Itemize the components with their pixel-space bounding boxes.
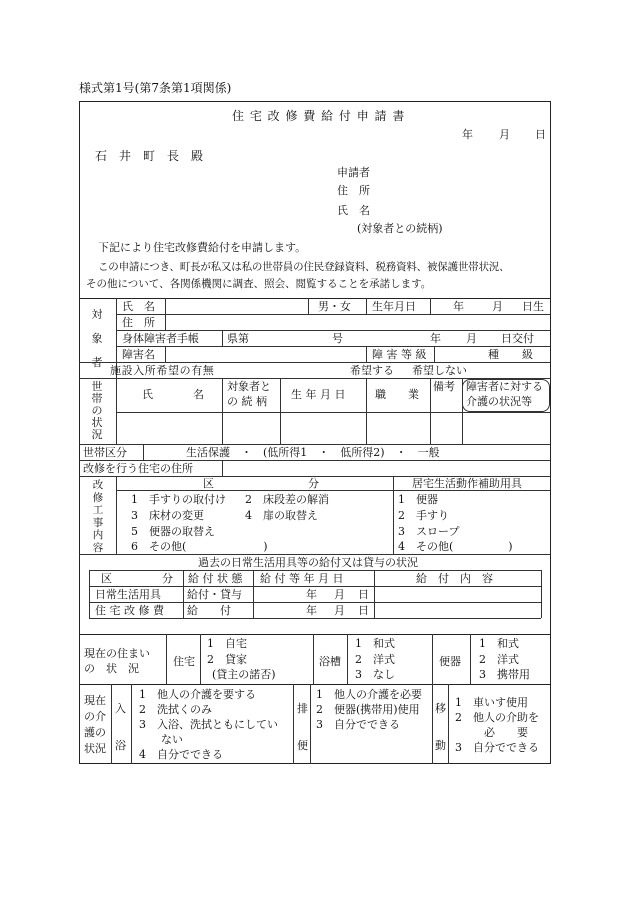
- aid-item: 1 便器: [398, 493, 438, 506]
- label-char: 対: [91, 308, 103, 321]
- divider: [308, 298, 309, 314]
- divider: [89, 618, 541, 619]
- renovation-group-label: [91, 479, 105, 554]
- house-option: 1 自宅: [207, 637, 247, 650]
- divider: [116, 412, 551, 413]
- excretion-label-2: 便: [297, 739, 308, 752]
- gender-label: 男・女: [318, 300, 351, 313]
- page-title: 住 宅 改 修 費 給 付 申 請 書: [232, 109, 406, 123]
- divider: [310, 684, 311, 764]
- divider: [79, 684, 551, 685]
- divider: [280, 378, 281, 444]
- bathing-option: ない: [139, 733, 183, 746]
- divider: [89, 570, 90, 618]
- bathing-option: 3 入浴、洗拭ともにしてい: [139, 718, 278, 731]
- bathtub-label: 浴槽: [319, 655, 341, 668]
- divider: [111, 684, 112, 764]
- residence-label-2: の 状 況: [84, 662, 139, 675]
- label-char: 況: [91, 428, 103, 441]
- divider: [393, 476, 394, 554]
- divider: [116, 490, 551, 491]
- bathing-option: 2 洗拭くのみ: [139, 703, 212, 716]
- past-date-year: 年: [306, 588, 317, 601]
- past-col-date: 給 付 等 年 月 日: [260, 572, 344, 585]
- col-relation-1: 対象者と: [227, 380, 271, 393]
- statement-apply: 下記により住宅改修費給付を申請します。: [98, 241, 307, 254]
- birthdate-label: 生年月日: [372, 300, 416, 313]
- applicant-name-label: 氏 名: [337, 204, 370, 217]
- renovation-item: 2 床段差の解消: [245, 493, 329, 506]
- renovation-item: 6 その他( ): [131, 540, 268, 553]
- category-options: 生活保護 ・ (低所得1 ・ 低所得2) ・ 一般: [186, 446, 440, 459]
- label-char: 事: [92, 516, 104, 529]
- label-char: 象: [91, 332, 103, 345]
- excretion-option: 2 便器(携帯用)使用: [316, 703, 420, 716]
- divider: [374, 570, 375, 618]
- col-name-2: 名: [193, 388, 204, 401]
- divider: [366, 378, 367, 444]
- applicant-address-label: 住 所: [337, 184, 370, 197]
- col-relation-2: の 続 柄: [227, 395, 267, 408]
- divider: [79, 362, 551, 363]
- divider: [89, 586, 541, 587]
- facility-yes-option: 希望する: [350, 364, 394, 377]
- divider: [79, 634, 551, 635]
- col-name-1: 氏: [142, 388, 153, 401]
- label-char: 容: [92, 541, 104, 554]
- divider: [432, 684, 433, 764]
- house-option: 2 貸家: [207, 653, 247, 666]
- label-char: 帯: [91, 392, 103, 405]
- col-note: 備考: [433, 380, 455, 393]
- bathtub-option: 2 洋式: [355, 653, 395, 666]
- divider: [222, 378, 223, 444]
- bathing-label-2: 浴: [115, 739, 126, 752]
- col-birth: 生 年 月 日: [291, 388, 346, 401]
- statement-consent-2: その他について、各関係機関に調査、照会、閲覧することを承諾します。: [86, 278, 432, 290]
- past-row-label: 日常生活用具: [95, 588, 161, 601]
- grade-type-suffix: 種: [488, 348, 499, 361]
- past-header: 過去の日常生活用具等の給付又は貸与の状況: [198, 556, 418, 569]
- date-year-label: 年: [462, 128, 473, 141]
- renovation-col-aid: 居宅生活動作補助用具: [412, 477, 522, 490]
- disability-grade-label: 障 害 等 級: [372, 348, 427, 361]
- label-part: 護の: [84, 726, 106, 739]
- renovation-item: 1 手すりの取付け: [131, 493, 226, 506]
- residence-label-1: 現在の住まい: [84, 647, 150, 660]
- past-row-status: 給 付: [187, 604, 231, 617]
- issue-month-label: 月: [466, 332, 477, 345]
- subject-name-label: 氏 名: [122, 300, 155, 313]
- bathtub-option: 1 和式: [355, 637, 395, 650]
- disability-name-label: 障害名: [122, 348, 155, 361]
- mobility-option: 2 他人の介助を: [455, 711, 539, 724]
- facility-no-option: 希望しない: [412, 364, 467, 377]
- divider: [116, 330, 551, 331]
- statement-consent-1: この申請につき、町長が私又は私の世帯員の住民登録資料、税務資料、被保護世帯状況、: [98, 261, 510, 273]
- toilet-option: 1 和式: [479, 637, 519, 650]
- divider: [253, 570, 254, 618]
- col-job: 職 業: [375, 388, 419, 401]
- divider: [366, 298, 367, 314]
- col-care-1: 障害者に対する: [466, 380, 543, 393]
- divider: [116, 346, 551, 347]
- aid-item: 3 スロープ: [398, 525, 460, 538]
- toilet-option: 3 携帯用: [479, 668, 530, 681]
- label-char: 世: [91, 380, 103, 393]
- grade-level-suffix: 級: [522, 348, 533, 361]
- divider: [165, 314, 166, 330]
- label-char: 改: [92, 479, 104, 491]
- divider: [222, 460, 223, 476]
- household-group-label: [90, 381, 104, 441]
- past-col-status: 給 付 状 態: [188, 572, 243, 585]
- renovation-item: 3 床材の変更: [131, 509, 204, 522]
- house-option: (貸主の諾否): [212, 668, 276, 681]
- divider: [131, 684, 132, 764]
- applicant-relation-label: (対象者との続柄): [357, 222, 443, 235]
- form-id: 様式第1号(第7条第1項関係): [79, 81, 232, 95]
- divider: [143, 444, 144, 460]
- mobility-option: 必 要: [484, 726, 528, 739]
- past-row-label: 住 宅 改 修 費: [95, 604, 164, 617]
- issue-day-label: 日交付: [501, 332, 534, 345]
- divider: [166, 634, 167, 684]
- label-char: 者: [91, 356, 103, 369]
- mobility-label-1: 移: [435, 702, 446, 715]
- past-date-day: 日: [358, 588, 369, 601]
- prefecture-label: 県第: [227, 332, 249, 345]
- divider: [79, 554, 551, 555]
- divider: [79, 460, 551, 461]
- divider: [470, 634, 471, 684]
- issue-year-label: 年: [430, 332, 441, 345]
- excretion-option: 3 自分でできる: [316, 718, 400, 731]
- aid-item: 2 手すり: [398, 509, 449, 522]
- mobility-label-2: 動: [435, 739, 446, 752]
- divider: [347, 634, 348, 684]
- divider: [222, 330, 223, 346]
- house-type-label: 住宅: [173, 655, 195, 668]
- divider: [366, 346, 367, 362]
- divider: [89, 570, 541, 571]
- date-month-label: 月: [499, 128, 510, 141]
- divider: [430, 378, 431, 444]
- renovation-item: 4 扉の取替え: [245, 509, 318, 522]
- applicant-label: 申請者: [337, 166, 370, 179]
- divider: [79, 298, 551, 299]
- house-address-label: 改修を行う住宅の住所: [83, 462, 193, 475]
- renovation-col-category-2: 分: [308, 477, 319, 490]
- bathing-label-1: 入: [115, 702, 126, 715]
- divider: [434, 346, 435, 362]
- divider: [448, 684, 449, 764]
- bathtub-option: 3 なし: [355, 668, 395, 681]
- mobility-option: 1 車いす使用: [455, 696, 528, 709]
- aid-item: 4 その他( ): [398, 540, 513, 553]
- col-care-2: 介護の状況等: [466, 395, 532, 408]
- divider: [293, 684, 294, 764]
- divider: [183, 570, 184, 618]
- label-part: 現在: [84, 694, 106, 707]
- label-char: 状: [91, 416, 103, 429]
- toilet-label: 便器: [439, 655, 461, 668]
- category-label: 世帯区分: [83, 446, 127, 459]
- past-col-category-2: 分: [162, 572, 173, 585]
- divider: [541, 570, 542, 618]
- date-day-label: 日: [535, 128, 546, 141]
- divider: [79, 444, 551, 445]
- past-col-category-1: 区: [101, 572, 112, 585]
- subject-address-label: 住 所: [122, 316, 155, 329]
- label-char: 内: [92, 529, 104, 541]
- divider: [116, 314, 551, 315]
- birth-year-label: 年: [453, 300, 464, 313]
- divider: [89, 602, 541, 603]
- past-col-content: 給 付 内 容: [416, 572, 493, 585]
- label-part: の介: [84, 710, 106, 723]
- bathing-option: 1 他人の介護を要する: [139, 688, 256, 701]
- care-label: [84, 693, 110, 757]
- divider: [165, 298, 166, 314]
- excretion-option: 1 他人の介護を必要: [316, 688, 422, 701]
- past-date-day: 日: [358, 604, 369, 617]
- addressee: 石 井 町 長 殿: [95, 149, 204, 163]
- toilet-option: 2 洋式: [479, 653, 519, 666]
- divider: [432, 634, 433, 684]
- birth-month-label: 月: [492, 300, 503, 313]
- divider: [116, 476, 117, 554]
- subject-group-label: [90, 303, 104, 375]
- divider: [116, 378, 117, 444]
- handbook-label: 身体障害者手帳: [122, 332, 199, 345]
- mobility-option: 3 自分でできる: [455, 741, 539, 754]
- birth-day-label: 日生: [522, 300, 544, 313]
- label-char: 修: [92, 491, 104, 504]
- past-date-year: 年: [306, 604, 317, 617]
- label-part: 状況: [84, 742, 106, 755]
- divider: [165, 346, 166, 362]
- past-row-status: 給付・貸与: [187, 588, 242, 601]
- past-date-month: 月: [334, 588, 345, 601]
- renovation-item: 5 便器の取替え: [131, 525, 215, 538]
- divider: [200, 634, 201, 684]
- number-suffix: 号: [332, 332, 343, 345]
- past-date-month: 月: [334, 604, 345, 617]
- divider: [430, 298, 431, 314]
- bathing-option: 4 自分でできる: [139, 748, 223, 761]
- renovation-col-category-1: 区: [203, 477, 214, 490]
- label-char: 工: [92, 504, 104, 516]
- label-char: の: [91, 404, 103, 417]
- excretion-label-1: 排: [297, 702, 308, 715]
- facility-wish-label: 施設入所希望の有無: [110, 364, 215, 377]
- divider: [313, 634, 314, 684]
